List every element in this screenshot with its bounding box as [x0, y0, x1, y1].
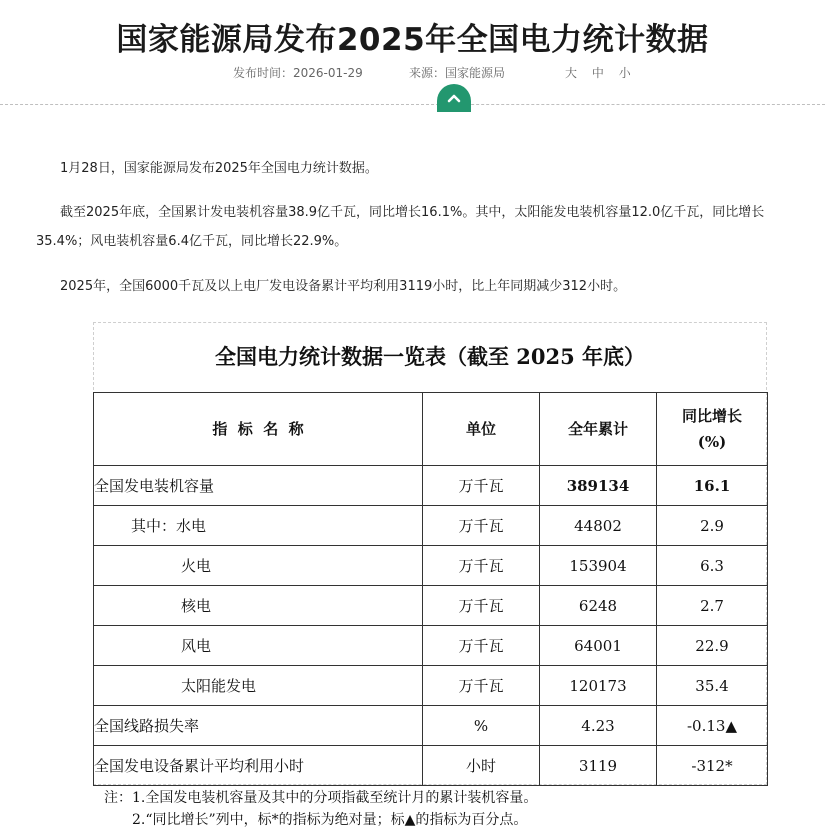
table-row	[94, 666, 768, 706]
row-name: 风电	[94, 626, 423, 666]
article-meta	[0, 64, 825, 80]
header-growth	[657, 393, 768, 466]
row-total: 3119	[540, 746, 657, 786]
row-unit: 万千瓦	[423, 506, 540, 546]
row-name: 全国发电设备累计平均利用小时	[94, 746, 423, 786]
row-growth: 6.3	[657, 546, 768, 586]
row-name: 全国发电装机容量	[94, 466, 423, 506]
note-2: 2.“同比增长”列中，标*的指标为绝对量；标▲的指标为百分点。	[132, 812, 528, 828]
row-total: 120173	[540, 666, 657, 706]
row-total: 6248	[540, 586, 657, 626]
row-growth: 16.1	[657, 466, 768, 506]
table-row	[94, 626, 768, 666]
row-unit: 万千瓦	[423, 546, 540, 586]
row-growth: -0.13▲	[657, 706, 768, 746]
note-1: 注：1.全国发电装机容量及其中的分项指截至统计月的累计装机容量。	[104, 790, 538, 806]
paragraph-1: 1月28日，国家能源局发布2025年全国电力统计数据。	[60, 161, 378, 176]
row-growth: 35.4	[657, 666, 768, 706]
table-row	[94, 706, 768, 746]
row-unit: 万千瓦	[423, 626, 540, 666]
header-growth-line1: 同比增长	[681, 407, 742, 425]
font-size-small[interactable]: 小	[618, 66, 631, 80]
font-size-switcher	[565, 64, 642, 81]
header-total: 全年累计	[540, 393, 657, 466]
font-size-medium[interactable]: 中	[591, 66, 604, 80]
header-name: 指 标 名 称	[94, 393, 423, 466]
row-unit: 万千瓦	[423, 666, 540, 706]
header-divider	[0, 104, 825, 105]
row-total: 44802	[540, 506, 657, 546]
row-total: 153904	[540, 546, 657, 586]
chevron-up-icon	[447, 93, 461, 103]
paragraph-2: 截至2025年底，全国累计发电装机容量38.9亿千瓦，同比增长16.1%。其中，太阳能发电装机容量12.0亿千瓦，同比增长35.4%；风电装机容量6.4亿千瓦，同比增长22.9%。	[36, 205, 765, 249]
table-notes	[104, 787, 537, 831]
paragraph-3: 2025年，全国6000千瓦及以上电厂发电设备累计平均利用3119小时，比上年同期减少312小时。	[60, 279, 627, 294]
row-growth: 22.9	[657, 626, 768, 666]
table-row	[94, 506, 768, 546]
row-total: 64001	[540, 626, 657, 666]
header-growth-line2: (%)	[697, 433, 727, 451]
row-unit: 万千瓦	[423, 586, 540, 626]
table-row	[94, 466, 768, 506]
row-name: 火电	[94, 546, 423, 586]
row-unit: 万千瓦	[423, 466, 540, 506]
row-growth: 2.7	[657, 586, 768, 626]
row-total: 4.23	[540, 706, 657, 746]
collapse-toggle-button[interactable]	[437, 84, 471, 112]
table-row	[94, 546, 768, 586]
row-name: 其中：水电	[94, 506, 423, 546]
table-header-row	[94, 393, 768, 466]
publish-time: 发布时间：2026-01-29	[233, 66, 363, 80]
header-unit: 单位	[423, 393, 540, 466]
table-row	[94, 586, 768, 626]
row-unit: %	[423, 706, 540, 746]
row-name: 太阳能发电	[94, 666, 423, 706]
row-growth: -312*	[657, 746, 768, 786]
row-unit: 小时	[423, 746, 540, 786]
table-row	[94, 746, 768, 786]
source: 来源：国家能源局	[409, 66, 506, 80]
table-title: 全国电力统计数据一览表（截至 2025 年底）	[214, 344, 646, 369]
statistics-table	[93, 392, 768, 786]
row-growth: 2.9	[657, 506, 768, 546]
row-name: 核电	[94, 586, 423, 626]
font-size-large[interactable]: 大	[565, 66, 578, 80]
article-title: 国家能源局发布2025年全国电力统计数据	[116, 22, 709, 58]
row-total: 389134	[540, 466, 657, 506]
row-name: 全国线路损失率	[94, 706, 423, 746]
